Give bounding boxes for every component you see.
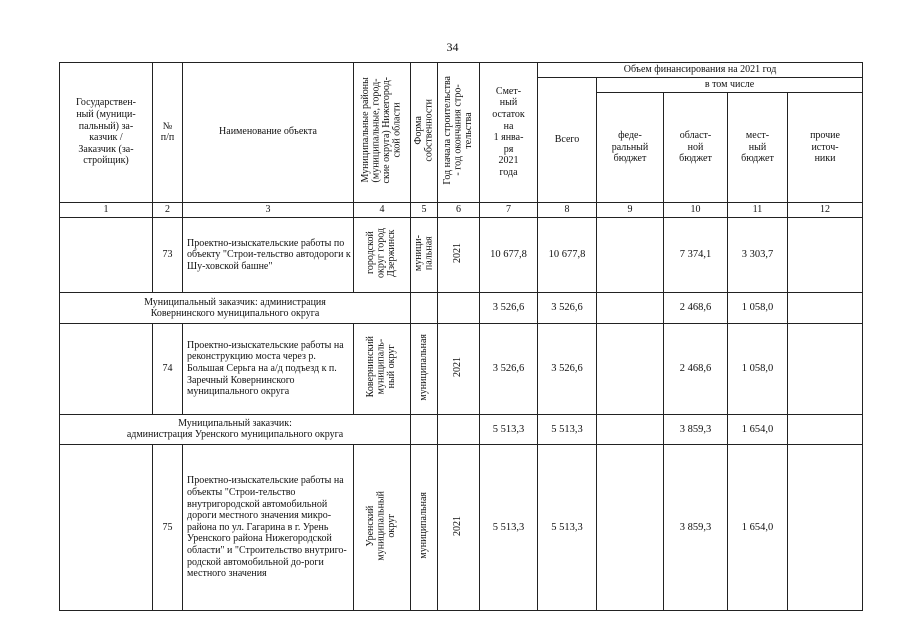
district: городской округ город Дзержинск	[365, 228, 398, 279]
col-number: 5	[411, 202, 438, 217]
estimate-value: 3 526,6	[480, 293, 538, 323]
header-total: Всего	[538, 78, 597, 202]
district: Ковернинский муниципаль- ный округ	[365, 336, 398, 398]
ownership: муниципальная	[417, 333, 429, 401]
customer-row	[60, 293, 863, 323]
total-value: 5 513,3	[538, 414, 597, 444]
col-number: 8	[538, 202, 597, 217]
year: 2021	[452, 357, 464, 377]
col-number: 10	[664, 202, 728, 217]
ownership: муниципальная	[417, 492, 429, 560]
year: 2021	[452, 243, 464, 264]
table-row	[60, 217, 863, 293]
header-customer: Государствен- ный (муници- пальный) за- казчик / Заказчик (за- стройщик)	[60, 63, 153, 203]
col-number: 2	[153, 202, 183, 217]
col-number: 12	[788, 202, 863, 217]
header-ownership: Форма собственности	[412, 99, 434, 162]
header-local: мест- ный бюджет	[728, 93, 788, 202]
total-value: 10 677,8	[538, 217, 597, 293]
ownership: муници- пальная	[412, 235, 434, 272]
header-other: прочие источ- ники	[788, 93, 863, 202]
header-funding: Объем финансирования на 2021 год	[538, 63, 863, 78]
col-number: 4	[354, 202, 411, 217]
customer-label: Муниципальный заказчик: администрация Уренского муниципального округа	[60, 414, 411, 444]
table-row	[60, 323, 863, 414]
regional-value: 3 859,3	[664, 414, 728, 444]
header-including: в том числе	[597, 78, 863, 93]
col-number: 11	[728, 202, 788, 217]
customer-label: Муниципальный заказчик: администрация Ковернинского муниципального округа	[60, 293, 411, 323]
row-number: 74	[153, 323, 183, 414]
district: Уренский муниципальный округ	[365, 490, 398, 561]
col-number: 9	[597, 202, 664, 217]
object-name: Проектно-изыскательские работы на реконструкцию моста через р. Большая Серьга на а/д подъезд к п. Заречный Ковернинского муниципального округа	[183, 323, 354, 414]
header-number: № п/п	[153, 63, 183, 203]
column-numbers-row	[60, 202, 863, 217]
table-row	[60, 445, 863, 611]
regional-value: 7 374,1	[664, 217, 728, 293]
header-districts: Муниципальные районы (муниципальные, город- ские округа) Нижегород- ской области	[360, 77, 403, 184]
header-years: Год начала строительства - год окончания стро- тельства	[441, 76, 474, 185]
regional-value: 3 859,3	[664, 445, 728, 611]
header-federal: феде- ральный бюджет	[597, 93, 664, 202]
local-value: 1 654,0	[728, 445, 788, 611]
regional-value: 2 468,6	[664, 293, 728, 323]
col-number: 6	[438, 202, 480, 217]
estimate-value: 10 677,8	[480, 217, 538, 293]
page-number: 34	[446, 40, 459, 54]
col-number: 1	[60, 202, 153, 217]
col-number: 3	[183, 202, 354, 217]
col-number: 7	[480, 202, 538, 217]
local-value: 1 058,0	[728, 293, 788, 323]
local-value: 3 303,7	[728, 217, 788, 293]
local-value: 1 654,0	[728, 414, 788, 444]
customer-row	[60, 414, 863, 444]
object-name: Проектно-изыскательские работы на объекты "Строи-тельство внутригородской автомобильной дороги местного значения микро-района по ул. Гагарина в г. Урень Уренского района Нижегородской области" и "Строительство внутриго-родской автомобильной до-роги местного значения	[183, 445, 354, 611]
total-value: 3 526,6	[538, 323, 597, 414]
local-value: 1 058,0	[728, 323, 788, 414]
estimate-value: 5 513,3	[480, 445, 538, 611]
regional-value: 2 468,6	[664, 323, 728, 414]
row-number: 75	[153, 445, 183, 611]
year: 2021	[452, 515, 464, 536]
header-object-name: Наименование объекта	[183, 63, 354, 203]
estimate-value: 3 526,6	[480, 323, 538, 414]
header-estimate: Смет- ный остаток на 1 янва- ря 2021 года	[480, 63, 538, 203]
financing-table	[59, 62, 863, 611]
estimate-value: 5 513,3	[480, 414, 538, 444]
row-number: 73	[153, 217, 183, 293]
total-value: 5 513,3	[538, 445, 597, 611]
total-value: 3 526,6	[538, 293, 597, 323]
header-regional: област- ной бюджет	[664, 93, 728, 202]
object-name: Проектно-изыскательские работы по объекту "Строи-тельство автодороги к Шу-ховской башне"	[183, 217, 354, 293]
